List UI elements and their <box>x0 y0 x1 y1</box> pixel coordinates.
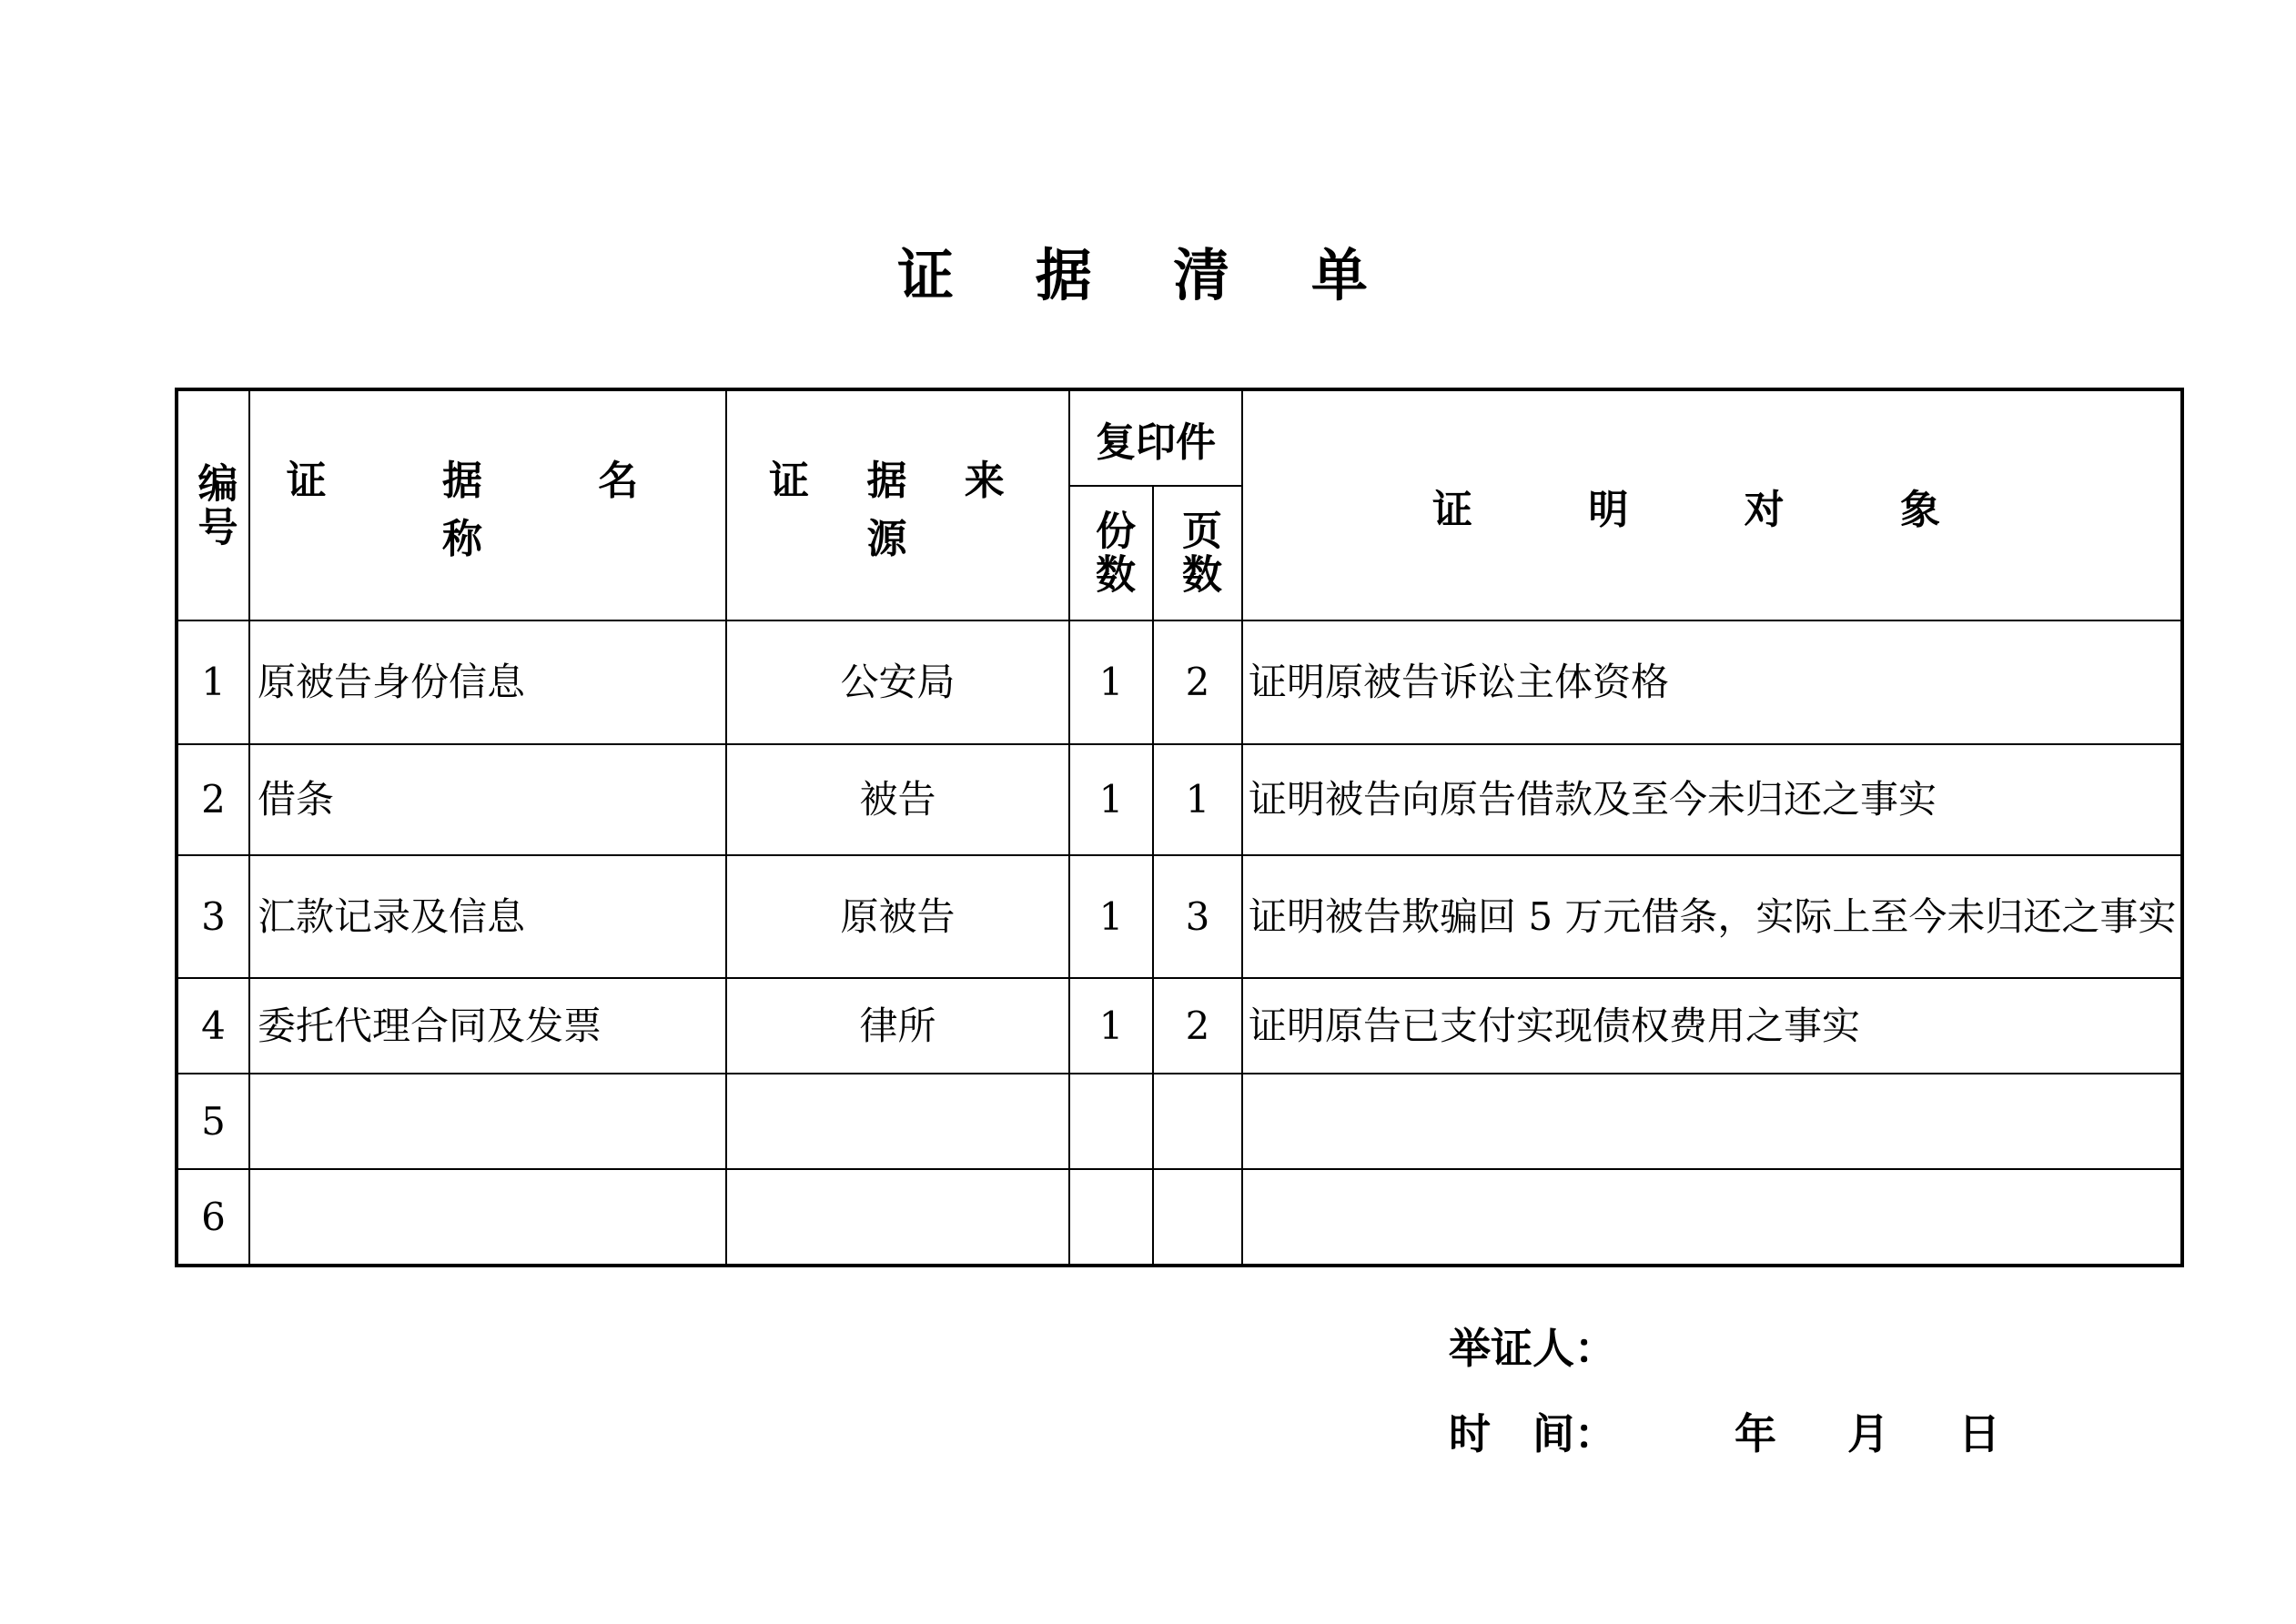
pages-count: 2 <box>1153 978 1242 1074</box>
day-label: 日 <box>1958 1409 2000 1458</box>
header-copies-group: 复印件 <box>1069 389 1242 486</box>
pages-count: 2 <box>1153 620 1242 744</box>
table-row <box>177 1074 2182 1169</box>
evidence-name: 委托代理合同及发票 <box>249 978 726 1074</box>
header-evidence-source: 证 据 来 源 <box>726 389 1069 620</box>
row-number: 6 <box>177 1169 249 1266</box>
row-number: 5 <box>177 1074 249 1169</box>
year-label: 年 <box>1735 1409 1776 1458</box>
evidence-purpose: 证明原被告诉讼主体资格 <box>1242 620 2182 744</box>
evidence-name <box>249 1169 726 1266</box>
copies-count: 1 <box>1069 978 1153 1074</box>
evidence-source: 原被告 <box>726 855 1069 978</box>
evidence-purpose: 证明被告欺骗回 5 万元借条，实际上至今未归还之事实 <box>1242 855 2182 978</box>
evidence-purpose <box>1242 1169 2182 1266</box>
month-label: 月 <box>1847 1409 1889 1458</box>
table-row <box>177 855 2182 978</box>
evidence-purpose <box>1242 1074 2182 1169</box>
evidence-provider-label: 举证人： <box>1449 1324 1616 1373</box>
evidence-name <box>249 1074 726 1169</box>
header-number: 编号 <box>177 389 249 620</box>
pages-count <box>1153 1074 1242 1169</box>
evidence-source: 公安局 <box>726 620 1069 744</box>
evidence-name: 原被告身份信息 <box>249 620 726 744</box>
time-label: 时 间： <box>1449 1409 1616 1458</box>
copies-count: 1 <box>1069 855 1153 978</box>
table-row <box>177 1169 2182 1266</box>
evidence-purpose: 证明被告向原告借款及至今未归还之事实 <box>1242 744 2182 855</box>
header-copies-count: 份数 <box>1069 486 1153 620</box>
evidence-source <box>726 1074 1069 1169</box>
copies-count: 1 <box>1069 744 1153 855</box>
header-pages-count: 页数 <box>1153 486 1242 620</box>
table-row <box>177 978 2182 1074</box>
row-number: 3 <box>177 855 249 978</box>
pages-count <box>1153 1169 1242 1266</box>
copies-count <box>1069 1169 1153 1266</box>
page-title: 证 据 清 单 <box>897 242 1399 308</box>
header-evidence-name: 证 据 名 称 <box>249 389 726 620</box>
pages-count: 1 <box>1153 744 1242 855</box>
table-row <box>177 744 2182 855</box>
evidence-source <box>726 1169 1069 1266</box>
evidence-purpose: 证明原告已支付实现债权费用之事实 <box>1242 978 2182 1074</box>
header-purpose: 证 明 对 象 <box>1242 389 2182 620</box>
row-number: 4 <box>177 978 249 1074</box>
row-number: 2 <box>177 744 249 855</box>
evidence-name: 借条 <box>249 744 726 855</box>
table-row <box>177 620 2182 744</box>
copies-count: 1 <box>1069 620 1153 744</box>
evidence-source: 被告 <box>726 744 1069 855</box>
row-number: 1 <box>177 620 249 744</box>
copies-count <box>1069 1074 1153 1169</box>
evidence-source: 律所 <box>726 978 1069 1074</box>
pages-count: 3 <box>1153 855 1242 978</box>
evidence-name: 汇款记录及信息 <box>249 855 726 978</box>
evidence-table <box>175 388 2184 1267</box>
